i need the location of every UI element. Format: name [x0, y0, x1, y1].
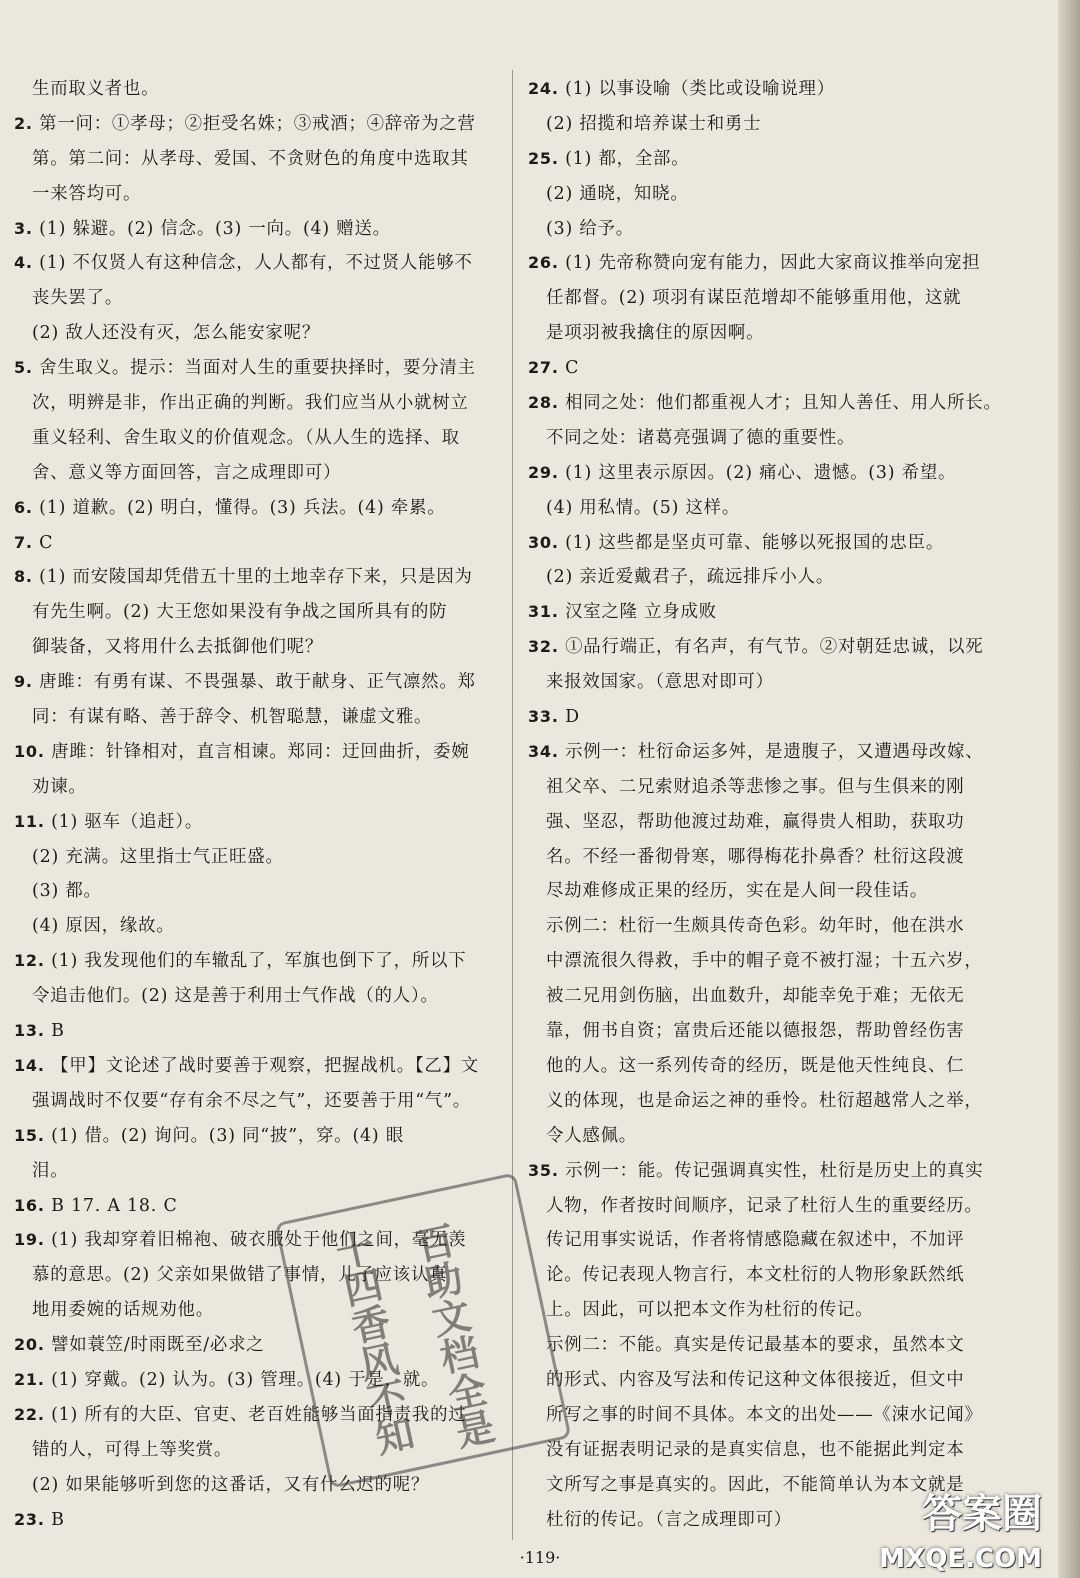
answer-text: (2) 通晓，知晓。: [546, 183, 689, 204]
answer-line: [528, 944, 1008, 979]
answer-text: (1) 借。(2) 询问。(3) 同“披”，穿。(4) 眼: [51, 1125, 405, 1146]
answer-text: (1) 先帝称赞向宠有能力，因此大家商议推举向宠担: [565, 253, 981, 274]
site-watermark: [879, 1482, 1052, 1574]
answer-text: (1) 所有的大臣、官吏、老百姓能够当面指责我的过: [51, 1404, 467, 1425]
answer-text: 被二兄用剑伤脑，出血数升，却能幸免于难；无依无: [546, 986, 965, 1007]
answer-line: [528, 665, 1008, 700]
answer-text: (3) 给予。: [546, 218, 634, 239]
answer-text: 名。不经一番彻骨寒，哪得梅花扑鼻香？杜衍这段渡: [546, 846, 965, 867]
answer-text: 不同之处：诸葛亮强调了德的重要性。: [546, 427, 856, 448]
answer-text: (4) 用私情。(5) 这样。: [546, 497, 741, 518]
answer-text: 错的人，可得上等奖赏。: [32, 1439, 233, 1460]
question-number: 21.: [14, 1369, 45, 1389]
answer-line: [14, 491, 494, 526]
answer-line: [14, 840, 494, 875]
question-number: 27.: [528, 358, 559, 378]
answer-text: 唐雎：针锋相对，直言相谏。郑同：迂回曲折，委婉: [51, 741, 470, 762]
answer-line: [14, 1398, 494, 1433]
answer-text: 唐雎：有勇有谋、不畏强暴、敢于献身、正气凛然。郑: [39, 672, 476, 693]
answer-line: [528, 1258, 1008, 1293]
answer-line: [528, 1363, 1008, 1398]
answer-text: 示例一：能。传记强调真实性，杜衍是历史上的真实: [565, 1160, 984, 1181]
answer-line: [14, 386, 494, 421]
answer-text: 所写之事的时间不具体。本文的出处——《涑水记闻》: [546, 1404, 983, 1425]
answer-text: 有先生啊。(2) 大王您如果没有争战之国所具有的防: [32, 602, 448, 623]
answer-line: [14, 142, 494, 177]
answer-line: [14, 212, 494, 247]
answer-line: [528, 386, 1008, 421]
answer-text: (1) 而安陵国却凭借五十里的土地幸存下来，只是因为: [39, 567, 473, 588]
answer-line: [528, 874, 1008, 909]
answer-line: [528, 351, 1008, 386]
answer-text: (1) 驱车（追赶）。: [51, 811, 204, 832]
answer-text: 中漂流很久得救，手中的帽子竟不被打湿；十五六岁，: [546, 951, 983, 972]
answer-line: [14, 107, 494, 142]
answer-text: B: [51, 1509, 65, 1530]
answer-line: [528, 1189, 1008, 1224]
answer-text: 上。因此，可以把本文作为杜衍的传记。: [546, 1300, 874, 1321]
answer-line: [528, 72, 1008, 107]
answer-text: 来报效国家。（意思对即可）: [546, 672, 774, 693]
answer-text: 论。传记表现人物言行，本文杜衍的人物形象跃然纸: [546, 1265, 965, 1286]
answer-text: D: [565, 707, 580, 728]
answer-line: [528, 107, 1008, 142]
question-number: 13.: [14, 1021, 45, 1041]
question-number: 34.: [528, 741, 559, 761]
answer-line: [528, 491, 1008, 526]
answer-text: 靠，佣书自资；富贵后还能以德报怨，帮助曾经伤害: [546, 1021, 965, 1042]
answer-line: [528, 1223, 1008, 1258]
answer-text: (1) 不仅贤人有这种信念，人人都有，不过贤人能够不: [39, 253, 473, 274]
answer-line: [528, 909, 1008, 944]
question-number: 6.: [14, 497, 33, 517]
answer-line: [528, 316, 1008, 351]
answer-line: [14, 1049, 494, 1084]
question-number: 35.: [528, 1160, 559, 1180]
answer-text: (1) 我发现他们的车辙乱了，军旗也倒下了，所以下: [51, 951, 467, 972]
answer-text: 示例二：不能。真实是传记最基本的要求，虽然本文: [546, 1335, 965, 1356]
answer-line: [528, 840, 1008, 875]
answer-line: [528, 1084, 1008, 1119]
answer-line: [528, 421, 1008, 456]
answer-text: 令人感佩。: [546, 1125, 637, 1146]
stamp-text-1: 十四香风不知: [326, 1226, 418, 1460]
question-number: 5.: [14, 358, 33, 378]
watermark-url: MXQE.COM: [879, 1544, 1042, 1574]
answer-line: [14, 909, 494, 944]
answer-text: (1) 以事设喻（类比或设喻说理）: [565, 79, 835, 99]
answer-line: [528, 212, 1008, 247]
answer-text: 令追击他们。(2) 这是善于利用士气作战（的人）。: [32, 986, 439, 1007]
question-number: 15.: [14, 1125, 45, 1145]
question-number: 33.: [528, 707, 559, 727]
answer-text: 慕的意思。(2) 父亲如果做错了事情，儿子应该认真: [32, 1265, 448, 1286]
answer-text: 杜衍的传记。（言之成理即可）: [546, 1509, 792, 1530]
answer-line: [14, 1468, 494, 1503]
answer-text: (2) 亲近爱戴君子，疏远排斥小人。: [546, 567, 835, 588]
answer-line: [14, 874, 494, 909]
answer-line: [14, 526, 494, 561]
question-number: 4.: [14, 253, 33, 273]
question-number: 26.: [528, 253, 559, 273]
answer-line: [14, 1189, 494, 1224]
answer-text: 义的体现，也是命运之神的垂怜。杜衍超越常人之举，: [546, 1090, 983, 1111]
book-spine-shadow: [1058, 0, 1080, 1578]
answer-line: [528, 735, 1008, 770]
answer-line: [14, 177, 494, 212]
answer-line: [14, 351, 494, 386]
question-number: 20.: [14, 1335, 45, 1355]
answer-text: B: [51, 1021, 65, 1042]
answer-line: [528, 700, 1008, 735]
question-number: 19.: [14, 1230, 45, 1250]
answer-line: [528, 1293, 1008, 1328]
answer-text: 劝谏。: [32, 776, 87, 797]
answer-line: [528, 526, 1008, 561]
answer-line: [14, 456, 494, 491]
answer-line: [528, 1398, 1008, 1433]
answer-line: [14, 1433, 494, 1468]
question-number: 22.: [14, 1404, 45, 1424]
answer-text: 的形式、内容及写法和传记这种文体很接近，但文中: [546, 1369, 965, 1390]
answer-text: C: [39, 532, 54, 553]
answer-line: [14, 1363, 494, 1398]
answer-text: 相同之处：他们都重视人才；且知人善任、用人所长。: [565, 393, 1002, 414]
question-number: 12.: [14, 951, 45, 971]
question-number: 14.: [14, 1055, 45, 1075]
answer-text: 尽劫难修成正果的经历，实在是人间一段佳话。: [546, 881, 929, 902]
answer-line: [14, 1014, 494, 1049]
answer-line: [528, 456, 1008, 491]
question-number: 2.: [14, 113, 33, 133]
answer-text: 泪。: [32, 1160, 69, 1181]
answer-line: [528, 560, 1008, 595]
answer-text: 【甲】文论述了战时要善于观察，把握战机。【乙】文: [51, 1055, 479, 1076]
answer-text: (1) 都，全部。: [565, 148, 690, 169]
answer-line: [528, 1154, 1008, 1189]
answer-text: (1) 这些都是坚贞可靠、能够以死报国的忠臣。: [565, 532, 945, 553]
answer-line: [14, 281, 494, 316]
answer-text: 次，明辨是非，作出正确的判断。我们应当从小就树立: [32, 393, 469, 414]
answer-line: [14, 246, 494, 281]
answer-text: 他的人。这一系列传奇的经历，既是他天性纯良、仁: [546, 1055, 965, 1076]
answer-line: [528, 1049, 1008, 1084]
answer-text: 任都督。(2) 项羽有谋臣范增却不能够重用他，这就: [546, 288, 962, 309]
answer-line: [14, 1084, 494, 1119]
answer-text: (2) 敌人还没有灭，怎么能安家呢？: [32, 323, 321, 344]
answer-line: [528, 595, 1008, 630]
answer-line: [14, 1503, 494, 1538]
answer-line: [528, 246, 1008, 281]
question-number: 23.: [14, 1509, 45, 1529]
question-number: 3.: [14, 218, 33, 238]
answer-text: 同：有谋有略、善于辞令、机智聪慧，谦虚文雅。: [32, 707, 433, 728]
answer-text: 舍生取义。提示：当面对人生的重要抉择时，要分清主: [39, 358, 476, 379]
answer-text: 舍、意义等方面回答，言之成理即可）: [32, 462, 342, 483]
answer-line: [14, 665, 494, 700]
answer-line: [14, 805, 494, 840]
answer-line: [14, 944, 494, 979]
answer-line: [528, 1119, 1008, 1154]
answer-text: C: [565, 358, 580, 379]
answer-line: [14, 1293, 494, 1328]
answer-text: 生而取义者也。: [32, 79, 160, 99]
answer-line: [528, 142, 1008, 177]
question-number: 29.: [528, 462, 559, 482]
answer-text: 御装备，又将用什么去抵御他们呢？: [32, 637, 324, 658]
answer-line: [528, 281, 1008, 316]
answer-text: (2) 充满。这里指士气正旺盛。: [32, 846, 284, 867]
question-number: 28.: [528, 393, 559, 413]
answer-line: [14, 770, 494, 805]
answer-text: (2) 招揽和培养谋士和勇士: [546, 113, 762, 134]
answer-text: 譬如蓑笠/时雨既至/必求之: [51, 1335, 265, 1356]
answer-text: 地用委婉的话规劝他。: [32, 1300, 214, 1321]
answer-line: [14, 72, 494, 107]
watermark-logo-text: 答案圈: [922, 1491, 1042, 1537]
right-answer-column: [528, 72, 1008, 1537]
answer-line: [14, 421, 494, 456]
answer-line: [528, 979, 1008, 1014]
answer-text: 人物，作者按时间顺序，记录了杜衍人生的重要经历。: [546, 1195, 983, 1216]
answer-line: [14, 1258, 494, 1293]
answer-text: 传记用事实说话，作者将情感隐藏在叙述中，不加评: [546, 1230, 965, 1251]
answer-line: [528, 1433, 1008, 1468]
answer-text: (1) 这里表示原因。(2) 痛心、遗憾。(3) 希望。: [565, 462, 957, 483]
answer-text: B 17. A 18. C: [51, 1195, 178, 1216]
answer-line: [528, 177, 1008, 212]
answer-text: (1) 躲避。(2) 信念。(3) 一向。(4) 赠送。: [39, 218, 391, 239]
answer-line: [528, 770, 1008, 805]
answer-text: ①品行端正，有名声，有气节。②对朝廷忠诚，以死: [565, 637, 984, 658]
answer-text: (1) 我却穿着旧棉袍、破衣服处于他们之间，毫无羡: [51, 1230, 467, 1251]
question-number: 11.: [14, 811, 45, 831]
answer-line: [528, 805, 1008, 840]
question-number: 16.: [14, 1195, 45, 1215]
answer-text: 重义轻利、舍生取义的价值观念。（从人生的选择、取: [32, 427, 460, 448]
answer-text: 一来答均可。: [32, 183, 142, 204]
answer-text: (1) 道歉。(2) 明白，懂得。(3) 兵法。(4) 牵累。: [39, 497, 446, 518]
answer-text: 示例二：杜衍一生颇具传奇色彩。幼年时，他在洪水: [546, 916, 965, 937]
question-number: 25.: [528, 148, 559, 168]
answer-text: 祖父卒、二兄索财追杀等悲惨之事。但与生俱来的刚: [546, 776, 965, 797]
answer-text: (2) 如果能够听到您的这番话，又有什么迟的呢？: [32, 1474, 430, 1495]
answer-line: [14, 979, 494, 1014]
answer-line: [14, 560, 494, 595]
answer-text: 丧失罢了。: [32, 288, 123, 309]
answer-line: [14, 1154, 494, 1189]
answer-line: [14, 630, 494, 665]
answer-text: 文所写之事是真实的。因此，不能简单认为本文就是: [546, 1474, 965, 1495]
answer-text: 示例一：杜衍命运多舛，是遗腹子，又遭遇母改嫁、: [565, 741, 984, 762]
question-number: 32.: [528, 637, 559, 657]
answer-line: [14, 700, 494, 735]
answer-line: [528, 1014, 1008, 1049]
question-number: 30.: [528, 532, 559, 552]
answer-line: [14, 595, 494, 630]
answer-line: [14, 1119, 494, 1154]
answer-line: [528, 630, 1008, 665]
page-number: ·119·: [519, 1548, 561, 1567]
answer-text: 强、坚忍，帮助他渡过劫难，赢得贵人相助，获取功: [546, 811, 965, 832]
answer-line: [14, 316, 494, 351]
answer-text: 强调战时不仅要“存有余不尽之气”，还要善于用“气”。: [32, 1090, 471, 1111]
answer-text: (3) 都。: [32, 881, 102, 902]
answer-text: 汉室之隆 立身成败: [565, 602, 717, 623]
left-answer-column: [14, 72, 494, 1537]
question-number: 8.: [14, 567, 33, 587]
answer-line: [14, 735, 494, 770]
question-number: 7.: [14, 532, 33, 552]
answer-text: 第一问：①孝母；②拒受名姝；③戒酒；④辞帝为之营: [39, 113, 476, 134]
answer-text: 是项羽被我擒住的原因啊。: [546, 323, 765, 344]
answer-text: 第。第二问：从孝母、爱国、不贪财色的角度中选取其: [32, 148, 469, 169]
answer-text: (4) 原因，缘故。: [32, 916, 175, 937]
stamp-text-2: 百助文档全是: [406, 1219, 499, 1453]
answer-line: [528, 1328, 1008, 1363]
answer-text: (1) 穿戴。(2) 认为。(3) 管理。(4) 于是，就。: [51, 1369, 440, 1390]
answer-text: 没有证据表明记录的是真实信息，也不能据此判定本: [546, 1439, 965, 1460]
answer-line: [14, 1328, 494, 1363]
answer-line: [14, 1223, 494, 1258]
question-number: 31.: [528, 602, 559, 622]
question-number: 24.: [528, 79, 559, 98]
question-number: 9.: [14, 672, 33, 692]
question-number: 10.: [14, 741, 45, 761]
column-divider: [512, 70, 513, 1540]
